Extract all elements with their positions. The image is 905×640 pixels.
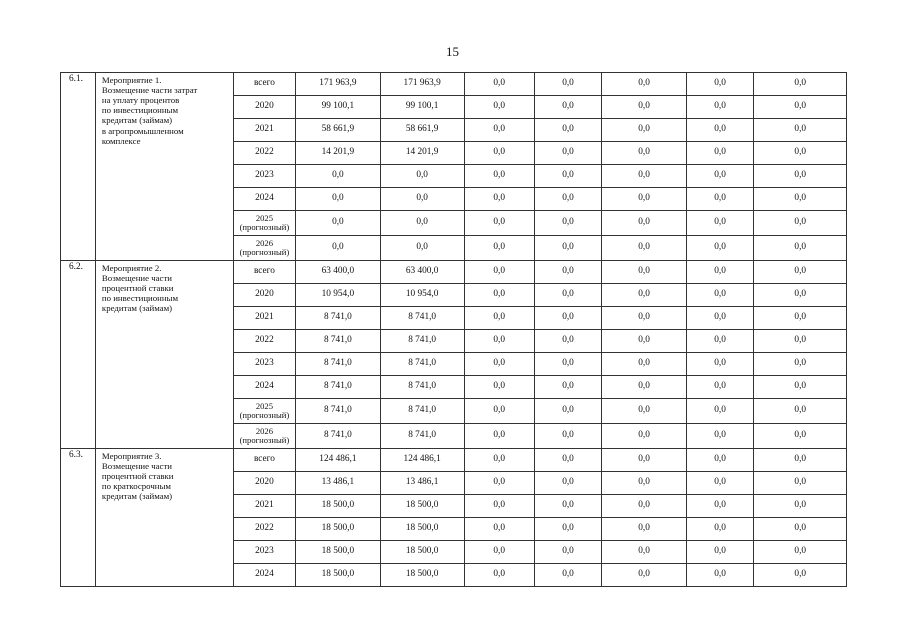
value-cell: 18 500,0 [380, 564, 464, 587]
year-note: (прогнозный) [239, 247, 290, 257]
year-cell [233, 119, 296, 142]
section-name-line: Мероприятие 2. [101, 263, 162, 273]
value-cell: 0,0 [464, 211, 534, 236]
year-label: 2021 [255, 312, 274, 323]
value-cell: 99 100,1 [380, 96, 464, 119]
value-cell: 0,0 [602, 330, 686, 353]
value-cell: 13 486,1 [296, 472, 380, 495]
value-cell: 0,0 [754, 284, 847, 307]
value-cell: 0,0 [686, 564, 754, 587]
value-cell: 0,0 [754, 449, 847, 472]
value-cell: 18 500,0 [296, 495, 380, 518]
value-cell: 0,0 [464, 518, 534, 541]
value-cell: 0,0 [686, 96, 754, 119]
value-cell: 8 741,0 [380, 399, 464, 424]
year-cell [233, 353, 296, 376]
year-label: 2024 [255, 193, 274, 204]
value-cell: 0,0 [464, 261, 534, 284]
section-name-line: кредитам (займам) [101, 491, 173, 502]
value-cell: 0,0 [602, 211, 686, 236]
year-label: 2023 [255, 170, 274, 181]
section-name-line: процентной ставки [101, 283, 174, 294]
section-name-line: кредитам (займам) [101, 115, 173, 126]
year-label: 2024 [255, 381, 274, 392]
value-cell: 18 500,0 [296, 564, 380, 587]
section-name-line: по инвестиционным [101, 293, 179, 304]
value-cell: 0,0 [754, 211, 847, 236]
section-name [95, 449, 233, 587]
value-cell: 0,0 [686, 518, 754, 541]
value-cell: 14 201,9 [296, 142, 380, 165]
value-cell: 0,0 [534, 376, 602, 399]
value-cell: 58 661,9 [296, 119, 380, 142]
value-cell: 0,0 [686, 284, 754, 307]
value-cell: 0,0 [686, 449, 754, 472]
value-cell: 0,0 [296, 211, 380, 236]
value-cell: 0,0 [464, 307, 534, 330]
value-cell: 0,0 [534, 96, 602, 119]
value-cell: 18 500,0 [380, 518, 464, 541]
value-cell: 0,0 [754, 330, 847, 353]
value-cell: 58 661,9 [380, 119, 464, 142]
value-cell: 0,0 [602, 188, 686, 211]
section-number: 6.3. [61, 449, 96, 587]
section-name-line: комплексе [101, 135, 141, 146]
value-cell: 18 500,0 [380, 495, 464, 518]
year-label: 2024 [255, 569, 274, 580]
value-cell: 18 500,0 [380, 541, 464, 564]
section-number: 6.1. [61, 73, 96, 261]
section-name [95, 73, 233, 261]
value-cell: 0,0 [754, 541, 847, 564]
value-cell: 8 741,0 [296, 376, 380, 399]
value-cell: 0,0 [464, 449, 534, 472]
year-label: 2022 [255, 335, 274, 346]
value-cell: 0,0 [686, 424, 754, 449]
year-label: 2020 [255, 289, 274, 300]
value-cell: 0,0 [754, 495, 847, 518]
value-cell: 0,0 [602, 142, 686, 165]
value-cell: 0,0 [534, 211, 602, 236]
value-cell: 0,0 [464, 236, 534, 261]
section-name-line: кредитам (займам) [101, 303, 173, 314]
year-label: 2020 [255, 477, 274, 488]
value-cell: 0,0 [602, 449, 686, 472]
value-cell: 0,0 [296, 165, 380, 188]
year-cell [233, 261, 296, 284]
value-cell: 0,0 [464, 142, 534, 165]
value-cell: 99 100,1 [296, 96, 380, 119]
value-cell: 0,0 [602, 518, 686, 541]
value-cell: 0,0 [686, 353, 754, 376]
value-cell: 8 741,0 [380, 424, 464, 449]
value-cell: 0,0 [296, 236, 380, 261]
value-cell: 0,0 [534, 165, 602, 188]
value-cell: 0,0 [602, 424, 686, 449]
year-label: 2021 [255, 500, 274, 511]
value-cell: 0,0 [754, 424, 847, 449]
value-cell: 0,0 [686, 495, 754, 518]
year-cell [233, 376, 296, 399]
year-label: 2021 [255, 124, 274, 135]
section-name-line: на уплату процентов [101, 95, 180, 106]
year-label: всего [253, 454, 275, 465]
value-cell: 0,0 [686, 211, 754, 236]
value-cell: 0,0 [464, 165, 534, 188]
year-label: всего [253, 266, 275, 277]
value-cell: 0,0 [754, 472, 847, 495]
value-cell: 0,0 [464, 541, 534, 564]
year-label: 2022 [255, 147, 274, 158]
value-cell: 0,0 [602, 495, 686, 518]
year-cell [233, 96, 296, 119]
value-cell: 0,0 [686, 236, 754, 261]
table-row [61, 73, 847, 96]
value-cell: 171 963,9 [380, 73, 464, 96]
value-cell: 0,0 [686, 142, 754, 165]
value-cell: 0,0 [754, 236, 847, 261]
value-cell: 0,0 [754, 119, 847, 142]
value-cell: 0,0 [534, 353, 602, 376]
value-cell: 13 486,1 [380, 472, 464, 495]
section-name [95, 261, 233, 449]
year-note: (прогнозный) [239, 435, 290, 445]
value-cell: 0,0 [602, 399, 686, 424]
year-cell [233, 399, 296, 424]
section-name-line: Возмещение части [101, 273, 172, 284]
value-cell: 124 486,1 [380, 449, 464, 472]
value-cell: 0,0 [754, 564, 847, 587]
year-cell [233, 211, 296, 236]
value-cell: 0,0 [686, 165, 754, 188]
funding-table [60, 72, 847, 587]
year-label: 2020 [255, 101, 274, 112]
value-cell: 18 500,0 [296, 541, 380, 564]
table-row [61, 261, 847, 284]
year-cell [233, 518, 296, 541]
value-cell: 0,0 [534, 495, 602, 518]
value-cell: 0,0 [534, 119, 602, 142]
table-row [61, 449, 847, 472]
value-cell: 0,0 [464, 96, 534, 119]
value-cell: 0,0 [602, 376, 686, 399]
year-label: 2023 [255, 358, 274, 369]
value-cell: 8 741,0 [380, 330, 464, 353]
section-name-line: Мероприятие 3. [101, 451, 162, 461]
value-cell: 0,0 [754, 261, 847, 284]
value-cell: 8 741,0 [380, 376, 464, 399]
year-cell [233, 472, 296, 495]
value-cell: 0,0 [464, 495, 534, 518]
value-cell: 0,0 [602, 96, 686, 119]
value-cell: 8 741,0 [296, 330, 380, 353]
year-cell [233, 541, 296, 564]
section-name-line: Возмещение части затрат [101, 85, 198, 96]
value-cell: 0,0 [534, 142, 602, 165]
value-cell: 0,0 [602, 284, 686, 307]
year-cell [233, 284, 296, 307]
value-cell: 0,0 [534, 188, 602, 211]
year-label: 2026 [255, 426, 274, 437]
value-cell: 0,0 [754, 188, 847, 211]
value-cell: 0,0 [686, 399, 754, 424]
year-note: (прогнозный) [239, 410, 290, 420]
value-cell: 0,0 [464, 330, 534, 353]
year-cell [233, 330, 296, 353]
year-label: 2026 [255, 238, 274, 249]
value-cell: 0,0 [534, 236, 602, 261]
value-cell: 8 741,0 [296, 353, 380, 376]
value-cell: 0,0 [754, 142, 847, 165]
year-cell [233, 564, 296, 587]
value-cell: 0,0 [534, 330, 602, 353]
section-name-line: по краткосрочным [101, 481, 171, 492]
value-cell: 0,0 [686, 330, 754, 353]
value-cell: 0,0 [686, 188, 754, 211]
year-cell [233, 73, 296, 96]
value-cell: 0,0 [534, 284, 602, 307]
value-cell: 0,0 [754, 518, 847, 541]
value-cell: 0,0 [754, 73, 847, 96]
value-cell: 0,0 [686, 73, 754, 96]
year-cell [233, 424, 296, 449]
section-name-line: в агропромышленном [101, 125, 184, 136]
value-cell: 0,0 [534, 307, 602, 330]
value-cell: 0,0 [602, 165, 686, 188]
value-cell: 0,0 [602, 472, 686, 495]
value-cell: 8 741,0 [296, 424, 380, 449]
value-cell: 0,0 [380, 188, 464, 211]
value-cell: 0,0 [602, 353, 686, 376]
value-cell: 63 400,0 [296, 261, 380, 284]
value-cell: 0,0 [464, 353, 534, 376]
value-cell: 0,0 [464, 119, 534, 142]
year-cell [233, 236, 296, 261]
value-cell: 18 500,0 [296, 518, 380, 541]
value-cell: 0,0 [534, 261, 602, 284]
value-cell: 0,0 [686, 472, 754, 495]
value-cell: 0,0 [686, 541, 754, 564]
year-cell [233, 449, 296, 472]
value-cell: 0,0 [464, 188, 534, 211]
value-cell: 0,0 [534, 73, 602, 96]
year-cell [233, 495, 296, 518]
year-label: 2025 [255, 213, 274, 224]
value-cell: 0,0 [380, 236, 464, 261]
value-cell: 0,0 [754, 353, 847, 376]
section-name-line: по инвестиционным [101, 105, 179, 116]
value-cell: 0,0 [602, 261, 686, 284]
year-cell [233, 165, 296, 188]
year-label: 2023 [255, 546, 274, 557]
value-cell: 0,0 [602, 73, 686, 96]
value-cell: 0,0 [464, 424, 534, 449]
value-cell: 0,0 [464, 399, 534, 424]
value-cell: 0,0 [464, 284, 534, 307]
value-cell: 0,0 [380, 211, 464, 236]
value-cell: 0,0 [754, 96, 847, 119]
value-cell: 0,0 [602, 307, 686, 330]
value-cell: 0,0 [534, 541, 602, 564]
value-cell: 0,0 [686, 261, 754, 284]
year-cell [233, 188, 296, 211]
value-cell: 8 741,0 [380, 353, 464, 376]
value-cell: 63 400,0 [380, 261, 464, 284]
value-cell: 0,0 [296, 188, 380, 211]
value-cell: 0,0 [686, 376, 754, 399]
year-label: 2025 [255, 401, 274, 412]
value-cell: 0,0 [534, 518, 602, 541]
year-note: (прогнозный) [239, 222, 290, 232]
section-name-line: процентной ставки [101, 471, 174, 482]
value-cell: 0,0 [534, 472, 602, 495]
value-cell: 10 954,0 [296, 284, 380, 307]
value-cell: 0,0 [534, 424, 602, 449]
value-cell: 124 486,1 [296, 449, 380, 472]
year-cell [233, 142, 296, 165]
value-cell: 0,0 [754, 165, 847, 188]
year-cell [233, 307, 296, 330]
value-cell: 0,0 [534, 399, 602, 424]
value-cell: 0,0 [380, 165, 464, 188]
year-label: всего [253, 78, 275, 89]
value-cell: 171 963,9 [296, 73, 380, 96]
value-cell: 0,0 [602, 119, 686, 142]
section-number: 6.2. [61, 261, 96, 449]
value-cell: 0,0 [754, 376, 847, 399]
value-cell: 8 741,0 [296, 307, 380, 330]
value-cell: 0,0 [534, 449, 602, 472]
value-cell: 0,0 [754, 399, 847, 424]
value-cell: 0,0 [464, 73, 534, 96]
value-cell: 0,0 [686, 307, 754, 330]
value-cell: 0,0 [464, 564, 534, 587]
value-cell: 8 741,0 [380, 307, 464, 330]
value-cell: 0,0 [602, 236, 686, 261]
year-label: 2022 [255, 523, 274, 534]
section-name-line: Мероприятие 1. [101, 75, 162, 85]
value-cell: 0,0 [686, 119, 754, 142]
value-cell: 14 201,9 [380, 142, 464, 165]
value-cell: 0,0 [602, 541, 686, 564]
value-cell: 0,0 [602, 564, 686, 587]
value-cell: 8 741,0 [296, 399, 380, 424]
value-cell: 0,0 [754, 307, 847, 330]
value-cell: 0,0 [464, 376, 534, 399]
page-number: 15 [446, 44, 459, 59]
value-cell: 0,0 [464, 472, 534, 495]
value-cell: 10 954,0 [380, 284, 464, 307]
section-name-line: Возмещение части [101, 461, 172, 472]
value-cell: 0,0 [534, 564, 602, 587]
